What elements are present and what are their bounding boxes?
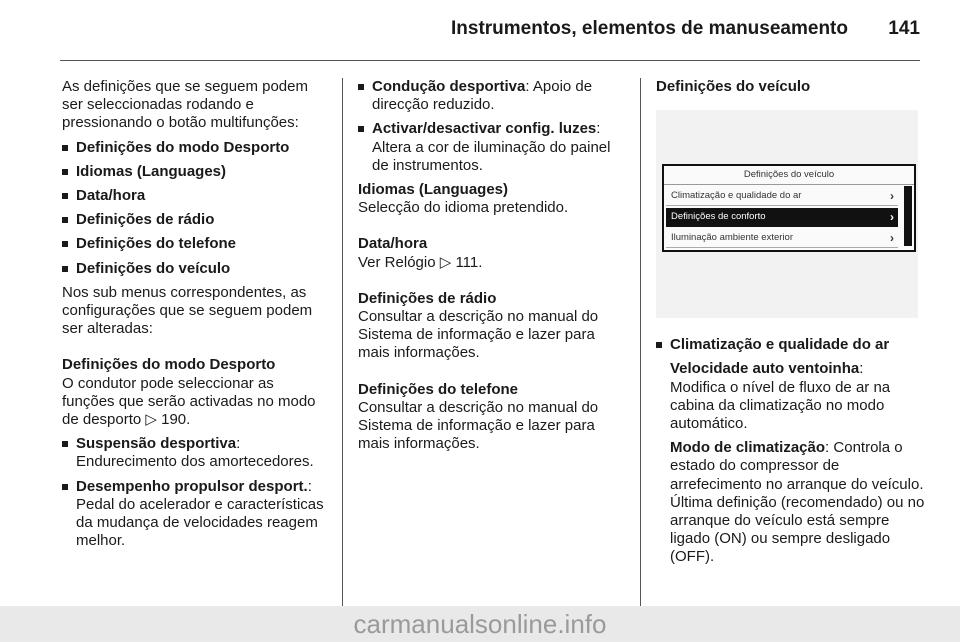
menu-item: Idiomas (Languages) xyxy=(62,163,330,181)
menu-item: Data/hora xyxy=(62,187,330,205)
option-item: Condução desportiva: Apoio de direcção reduzido. xyxy=(358,78,626,114)
screen-menu-row: Iluminação ambiente exterior › xyxy=(666,229,898,248)
column-3 xyxy=(656,78,926,567)
menu-item: Definições de rádio xyxy=(62,211,330,229)
screen-menu-row: Climatização e qualidade do ar › xyxy=(666,187,898,206)
menu-item: Definições do veículo xyxy=(62,260,330,278)
screen-menu-row-selected: Definições de conforto › xyxy=(666,208,898,227)
intro-text: As definições que se seguem podem ser seleccionadas rodando e pressionando o botão multifunções: xyxy=(62,78,308,132)
option-item: Desempenho propulsor desport.: Pedal do acelerador e características da mudança de velocidades reagem melhor. xyxy=(62,478,330,551)
option-details xyxy=(656,360,926,566)
display-screenshot xyxy=(656,110,918,318)
option-item: Suspensão desportiva: Endurecimento dos amortecedores. xyxy=(62,435,330,471)
column-1 xyxy=(62,78,330,556)
vehicle-settings-screen xyxy=(662,164,916,252)
page-number: 141 xyxy=(888,18,920,39)
menu-item: Definições do modo Desporto xyxy=(62,139,330,157)
watermark: carmanualsonline.info xyxy=(0,606,960,642)
column-2 xyxy=(358,78,626,453)
section-title: Definições do telefone xyxy=(358,380,519,398)
option-item: Activar/desactivar config. luzes: Altera a cor de iluminação do painel de instrumentos. xyxy=(358,120,626,175)
section-title: Idiomas (Languages) xyxy=(358,181,509,199)
option-text: Velocidade auto ventoinha: Modifica o nível de fluxo de ar na cabina da climatização no modo automático. xyxy=(670,360,891,433)
column-divider-1 xyxy=(342,78,343,606)
menu-item: Definições do telefone xyxy=(62,235,330,253)
screen-title: Definições do veículo xyxy=(664,166,914,185)
section-title: Data/hora xyxy=(358,235,428,253)
section-title: Definições do modo Desporto xyxy=(62,356,276,374)
reference-arrow-icon: ▷ xyxy=(439,253,452,271)
option-item: Climatização e qualidade do ar xyxy=(656,336,926,354)
chevron-right-icon: › xyxy=(890,210,894,225)
submenu-note: Nos sub menus correspondentes, as configurações que se seguem podem ser alteradas: xyxy=(62,283,313,338)
chevron-right-icon: › xyxy=(890,231,894,246)
column-divider-2 xyxy=(640,78,641,606)
chevron-right-icon: › xyxy=(890,189,894,204)
section-text: Ver Relógio ▷ 111. xyxy=(358,253,483,271)
section-text: Consultar a descrição no manual do Sistema de informação e lazer para mais informações. xyxy=(358,398,599,453)
section-text: Selecção do idioma pretendido. xyxy=(358,199,569,217)
reference-arrow-icon: ▷ xyxy=(145,411,157,429)
screen-scrollbar xyxy=(904,186,912,246)
section-title: Definições de rádio xyxy=(358,289,497,307)
section-text: Consultar a descrição no manual do Sistema de informação e lazer para mais informações. xyxy=(358,308,599,362)
page-title: Instrumentos, elementos de manuseamento xyxy=(451,18,848,39)
section-title: Definições do veículo xyxy=(656,78,811,95)
page-header xyxy=(60,0,920,61)
section-text: O condutor pode seleccionar as funções que serão activadas no modo de desporto ▷ 190. xyxy=(62,374,316,429)
option-text: Modo de climatização: Controla o estado do compressor de arrefecimento no arranque do veículo. Última definição (recomendado) ou no arranque do veículo está sempre ligado (ON) ou sempre desligado (OFF). xyxy=(670,439,925,566)
